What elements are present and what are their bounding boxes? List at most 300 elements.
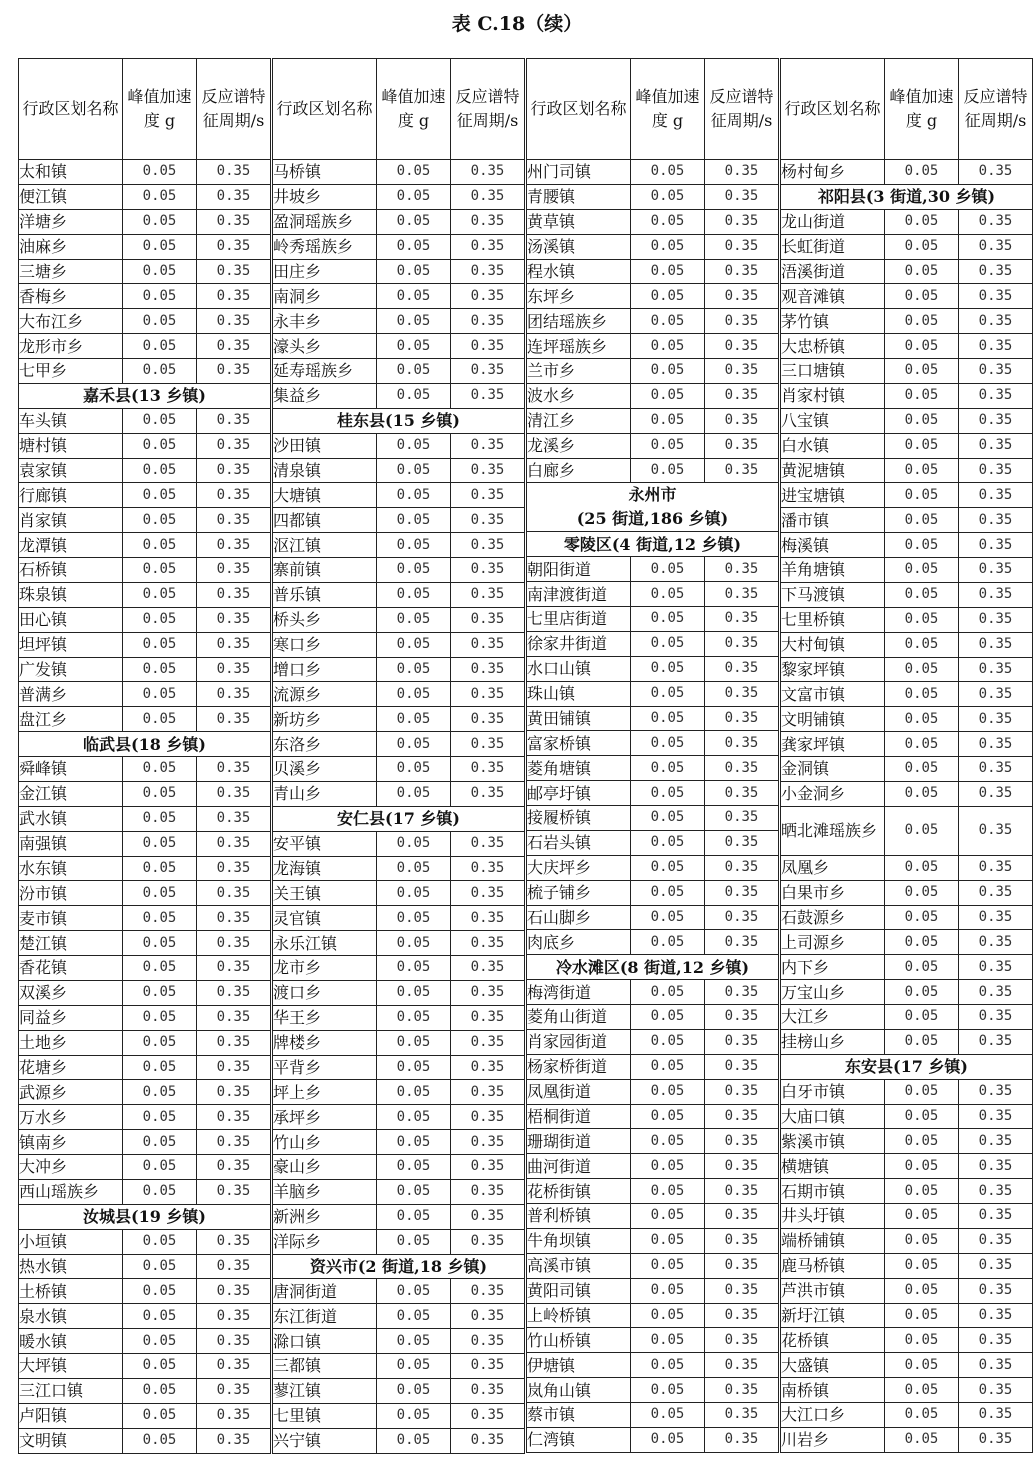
peak-acceleration-value: 0.05 <box>631 1129 705 1154</box>
peak-acceleration-value: 0.05 <box>631 1104 705 1129</box>
table-body <box>273 160 525 1454</box>
response-period-value: 0.35 <box>705 383 779 408</box>
table-row <box>19 1055 271 1080</box>
peak-acceleration-value: 0.05 <box>377 1204 451 1229</box>
header-name: 行政区划名称 <box>527 59 631 160</box>
table-row <box>273 1005 525 1030</box>
region-name: 菱角山街道 <box>527 1005 631 1030</box>
table-row <box>781 955 1033 980</box>
peak-acceleration-value: 0.05 <box>123 682 197 707</box>
response-period-value: 0.35 <box>959 234 1033 259</box>
group-row <box>273 408 525 433</box>
table-row <box>781 1005 1033 1030</box>
header-response-period: 反应谱特征周期/s <box>705 59 779 160</box>
response-period-value: 0.35 <box>959 408 1033 433</box>
region-name: 仁湾镇 <box>527 1427 631 1452</box>
table-row <box>781 458 1033 483</box>
group-heading: 汝城县(19 乡镇) <box>19 1204 271 1229</box>
region-name: 石期市镇 <box>781 1179 885 1204</box>
table-row <box>781 508 1033 533</box>
peak-acceleration-value: 0.05 <box>631 905 705 930</box>
response-period-value: 0.35 <box>451 433 525 458</box>
peak-acceleration-value: 0.05 <box>377 707 451 732</box>
response-period-value: 0.35 <box>451 906 525 931</box>
table-row <box>781 1228 1033 1253</box>
response-period-value: 0.35 <box>705 309 779 334</box>
peak-acceleration-value: 0.05 <box>631 1278 705 1303</box>
peak-acceleration-value: 0.05 <box>631 1005 705 1030</box>
table-row <box>781 930 1033 955</box>
region-name: 肉底乡 <box>527 930 631 955</box>
peak-acceleration-value: 0.05 <box>885 1104 959 1129</box>
region-name: 羊脑乡 <box>273 1179 377 1204</box>
table-row <box>19 632 271 657</box>
response-period-value: 0.35 <box>451 1005 525 1030</box>
response-period-value: 0.35 <box>451 980 525 1005</box>
peak-acceleration-value: 0.05 <box>885 855 959 880</box>
table-row <box>781 533 1033 558</box>
peak-acceleration-value: 0.05 <box>123 334 197 359</box>
response-period-value: 0.35 <box>705 1328 779 1353</box>
peak-acceleration-value: 0.05 <box>885 309 959 334</box>
region-name: 行廊镇 <box>19 483 123 508</box>
table-row <box>527 781 779 806</box>
table-row <box>527 681 779 706</box>
response-period-value: 0.35 <box>705 855 779 880</box>
table-row <box>273 1080 525 1105</box>
peak-acceleration-value: 0.05 <box>885 980 959 1005</box>
response-period-value: 0.35 <box>705 1228 779 1253</box>
region-name: 塘村镇 <box>19 433 123 458</box>
region-name: 同益乡 <box>19 1005 123 1030</box>
peak-acceleration-value: 0.05 <box>885 1278 959 1303</box>
peak-acceleration-value: 0.05 <box>885 682 959 707</box>
response-period-value: 0.35 <box>705 1104 779 1129</box>
region-name: 珠山镇 <box>527 681 631 706</box>
region-name: 新圩江镇 <box>781 1303 885 1328</box>
table-row <box>19 956 271 981</box>
table-row <box>781 1204 1033 1229</box>
peak-acceleration-value: 0.05 <box>377 1030 451 1055</box>
peak-acceleration-value: 0.05 <box>377 1080 451 1105</box>
peak-acceleration-value: 0.05 <box>123 1279 197 1304</box>
peak-acceleration-value: 0.05 <box>631 631 705 656</box>
peak-acceleration-value: 0.05 <box>123 831 197 856</box>
region-name: 花塘乡 <box>19 1055 123 1080</box>
table-row <box>527 656 779 681</box>
peak-acceleration-value: 0.05 <box>123 906 197 931</box>
response-period-value: 0.35 <box>705 582 779 607</box>
region-name: 豪山乡 <box>273 1155 377 1180</box>
response-period-value: 0.35 <box>959 806 1033 855</box>
table-row <box>781 1079 1033 1104</box>
region-name: 珊瑚街道 <box>527 1129 631 1154</box>
response-period-value: 0.35 <box>197 1105 271 1130</box>
table-row <box>19 209 271 234</box>
response-period-value: 0.35 <box>451 160 525 185</box>
response-period-value: 0.35 <box>959 508 1033 533</box>
table-row <box>19 1229 271 1254</box>
region-name: 金江镇 <box>19 781 123 806</box>
response-period-value: 0.35 <box>959 533 1033 558</box>
peak-acceleration-value: 0.05 <box>123 980 197 1005</box>
table-row <box>19 1179 271 1204</box>
region-name: 卢阳镇 <box>19 1403 123 1428</box>
peak-acceleration-value: 0.05 <box>377 184 451 209</box>
table-row <box>781 1129 1033 1154</box>
response-period-value: 0.35 <box>197 359 271 384</box>
peak-acceleration-value: 0.05 <box>885 1005 959 1030</box>
region-name: 田庄乡 <box>273 259 377 284</box>
table-row <box>273 309 525 334</box>
peak-acceleration-value: 0.05 <box>377 906 451 931</box>
table-row <box>527 1154 779 1179</box>
peak-acceleration-value: 0.05 <box>885 1403 959 1428</box>
peak-acceleration-value: 0.05 <box>885 707 959 732</box>
response-period-value: 0.35 <box>959 855 1033 880</box>
region-name: 太和镇 <box>19 160 123 185</box>
peak-acceleration-value: 0.05 <box>885 359 959 384</box>
table-row <box>527 184 779 209</box>
table-row <box>19 707 271 732</box>
response-period-value: 0.35 <box>451 309 525 334</box>
region-name: 西山瑶族乡 <box>19 1179 123 1204</box>
peak-acceleration-value: 0.05 <box>377 334 451 359</box>
region-name: 井头圩镇 <box>781 1204 885 1229</box>
table-row <box>781 160 1033 185</box>
table-row <box>527 855 779 880</box>
peak-acceleration-value: 0.05 <box>377 732 451 757</box>
response-period-value: 0.35 <box>451 533 525 558</box>
peak-acceleration-value: 0.05 <box>885 930 959 955</box>
table-row <box>273 184 525 209</box>
response-period-value: 0.35 <box>451 1204 525 1229</box>
peak-acceleration-value: 0.05 <box>123 408 197 433</box>
response-period-value: 0.35 <box>959 781 1033 806</box>
region-name: 牛角坝镇 <box>527 1228 631 1253</box>
peak-acceleration-value: 0.05 <box>377 582 451 607</box>
peak-acceleration-value: 0.05 <box>885 284 959 309</box>
peak-acceleration-value: 0.05 <box>631 234 705 259</box>
table-row <box>527 334 779 359</box>
region-name: 暖水镇 <box>19 1329 123 1354</box>
table-column-4 <box>780 58 1033 1456</box>
peak-acceleration-value: 0.05 <box>631 880 705 905</box>
table-row <box>273 757 525 782</box>
peak-acceleration-value: 0.05 <box>631 582 705 607</box>
peak-acceleration-value: 0.05 <box>631 458 705 483</box>
table-row <box>781 1179 1033 1204</box>
peak-acceleration-value: 0.05 <box>377 234 451 259</box>
table-row <box>781 806 1033 855</box>
table-row <box>527 433 779 458</box>
response-period-value: 0.35 <box>959 707 1033 732</box>
header-peak-acceleration: 峰值加速度 g <box>885 59 959 160</box>
peak-acceleration-value: 0.05 <box>123 483 197 508</box>
region-name: 牌楼乡 <box>273 1030 377 1055</box>
table-row <box>19 757 271 782</box>
peak-acceleration-value: 0.05 <box>885 905 959 930</box>
response-period-value: 0.35 <box>705 930 779 955</box>
peak-acceleration-value: 0.05 <box>123 931 197 956</box>
table-row <box>273 1130 525 1155</box>
table-row <box>781 1253 1033 1278</box>
peak-acceleration-value: 0.05 <box>377 259 451 284</box>
peak-acceleration-value: 0.05 <box>885 1154 959 1179</box>
peak-acceleration-value: 0.05 <box>377 781 451 806</box>
table-row <box>781 682 1033 707</box>
table-row <box>273 1204 525 1229</box>
region-name: 珠泉镇 <box>19 582 123 607</box>
peak-acceleration-value: 0.05 <box>885 1029 959 1054</box>
region-name: 肖家镇 <box>19 508 123 533</box>
peak-acceleration-value: 0.05 <box>123 956 197 981</box>
response-period-value: 0.35 <box>959 1378 1033 1403</box>
group-heading: 桂东县(15 乡镇) <box>273 408 525 433</box>
region-name: 小垣镇 <box>19 1229 123 1254</box>
region-name: 华王乡 <box>273 1005 377 1030</box>
region-name: 马桥镇 <box>273 160 377 185</box>
region-name: 高溪市镇 <box>527 1253 631 1278</box>
region-name: 汤溪镇 <box>527 234 631 259</box>
region-name: 杨村甸乡 <box>781 160 885 185</box>
peak-acceleration-value: 0.05 <box>123 1080 197 1105</box>
response-period-value: 0.35 <box>705 284 779 309</box>
table-row <box>19 334 271 359</box>
table-row <box>19 806 271 831</box>
table-row <box>781 905 1033 930</box>
region-name: 波水乡 <box>527 383 631 408</box>
peak-acceleration-value: 0.05 <box>631 806 705 831</box>
response-period-value: 0.35 <box>197 1403 271 1428</box>
region-name: 香花镇 <box>19 956 123 981</box>
response-period-value: 0.35 <box>197 508 271 533</box>
response-period-value: 0.35 <box>197 906 271 931</box>
response-period-value: 0.35 <box>705 1129 779 1154</box>
response-period-value: 0.35 <box>451 284 525 309</box>
table-row <box>781 1104 1033 1129</box>
header-row <box>781 59 1033 160</box>
response-period-value: 0.35 <box>451 1304 525 1329</box>
table-row <box>273 458 525 483</box>
peak-acceleration-value: 0.05 <box>377 682 451 707</box>
group-row <box>781 184 1033 209</box>
peak-acceleration-value: 0.05 <box>631 1353 705 1378</box>
region-name: 伊塘镇 <box>527 1353 631 1378</box>
table-row <box>527 980 779 1005</box>
response-period-value: 0.35 <box>959 607 1033 632</box>
region-name: 寨前镇 <box>273 558 377 583</box>
response-period-value: 0.35 <box>959 732 1033 757</box>
peak-acceleration-value: 0.05 <box>123 1179 197 1204</box>
response-period-value: 0.35 <box>959 880 1033 905</box>
peak-acceleration-value: 0.05 <box>123 558 197 583</box>
region-name: 南强镇 <box>19 831 123 856</box>
response-period-value: 0.35 <box>451 632 525 657</box>
table-row <box>781 359 1033 384</box>
table-row <box>527 806 779 831</box>
region-name: 七里桥镇 <box>781 607 885 632</box>
peak-acceleration-value: 0.05 <box>377 1130 451 1155</box>
table-row <box>273 284 525 309</box>
region-name: 大忠桥镇 <box>781 334 885 359</box>
response-period-value: 0.35 <box>705 905 779 930</box>
response-period-value: 0.35 <box>197 309 271 334</box>
region-name: 上岭桥镇 <box>527 1303 631 1328</box>
response-period-value: 0.35 <box>451 1329 525 1354</box>
response-period-value: 0.35 <box>451 383 525 408</box>
response-period-value: 0.35 <box>197 682 271 707</box>
response-period-value: 0.35 <box>451 1403 525 1428</box>
table-row <box>781 1427 1033 1452</box>
table-row <box>527 234 779 259</box>
peak-acceleration-value: 0.05 <box>885 234 959 259</box>
region-name: 兴宁镇 <box>273 1428 377 1453</box>
peak-acceleration-value: 0.05 <box>123 1030 197 1055</box>
table-row <box>781 1353 1033 1378</box>
peak-acceleration-value: 0.05 <box>377 1055 451 1080</box>
response-period-value: 0.35 <box>959 209 1033 234</box>
response-period-value: 0.35 <box>197 1055 271 1080</box>
region-name: 田心镇 <box>19 607 123 632</box>
region-name: 楚江镇 <box>19 931 123 956</box>
region-name: 朝阳街道 <box>527 557 631 582</box>
response-period-value: 0.35 <box>197 1130 271 1155</box>
region-name: 肖家园街道 <box>527 1029 631 1054</box>
table-row <box>527 1303 779 1328</box>
peak-acceleration-value: 0.05 <box>123 234 197 259</box>
peak-acceleration-value: 0.05 <box>123 508 197 533</box>
region-name: 平背乡 <box>273 1055 377 1080</box>
table-row <box>273 383 525 408</box>
response-period-value: 0.35 <box>451 1354 525 1379</box>
table-row <box>19 234 271 259</box>
response-period-value: 0.35 <box>197 458 271 483</box>
table-row <box>19 831 271 856</box>
table-row <box>273 508 525 533</box>
peak-acceleration-value: 0.05 <box>123 1329 197 1354</box>
peak-acceleration-value: 0.05 <box>123 284 197 309</box>
table-row <box>781 309 1033 334</box>
group-row <box>19 383 271 408</box>
peak-acceleration-value: 0.05 <box>631 855 705 880</box>
peak-acceleration-value: 0.05 <box>631 309 705 334</box>
peak-acceleration-value: 0.05 <box>885 508 959 533</box>
table-row <box>19 1005 271 1030</box>
region-name: 渡口乡 <box>273 980 377 1005</box>
response-period-value: 0.35 <box>197 607 271 632</box>
table-row <box>781 707 1033 732</box>
peak-acceleration-value: 0.05 <box>377 309 451 334</box>
response-period-value: 0.35 <box>451 732 525 757</box>
table-row <box>19 284 271 309</box>
peak-acceleration-value: 0.05 <box>631 1403 705 1428</box>
table-row <box>19 1403 271 1428</box>
table-row <box>781 259 1033 284</box>
table-row <box>527 160 779 185</box>
table-row <box>19 1030 271 1055</box>
region-name: 石山脚乡 <box>527 905 631 930</box>
region-name: 花桥街镇 <box>527 1179 631 1204</box>
peak-acceleration-value: 0.05 <box>631 1179 705 1204</box>
peak-acceleration-value: 0.05 <box>377 1105 451 1130</box>
response-period-value: 0.35 <box>451 607 525 632</box>
region-name: 龙形市乡 <box>19 334 123 359</box>
peak-acceleration-value: 0.05 <box>885 1079 959 1104</box>
region-name: 南津渡街道 <box>527 582 631 607</box>
region-name: 鹿马桥镇 <box>781 1253 885 1278</box>
region-name: 土桥镇 <box>19 1279 123 1304</box>
region-name: 袁家镇 <box>19 458 123 483</box>
table-row <box>273 1428 525 1453</box>
table-row <box>19 1130 271 1155</box>
table-row <box>781 1303 1033 1328</box>
peak-acceleration-value: 0.05 <box>885 582 959 607</box>
region-name: 双溪乡 <box>19 980 123 1005</box>
response-period-value: 0.35 <box>451 682 525 707</box>
response-period-value: 0.35 <box>451 483 525 508</box>
region-name: 镇南乡 <box>19 1130 123 1155</box>
table-row <box>19 657 271 682</box>
table-row <box>527 1228 779 1253</box>
region-name: 青山乡 <box>273 781 377 806</box>
group-heading-line: (25 街道,186 乡镇) <box>576 509 729 529</box>
table-row <box>273 856 525 881</box>
peak-acceleration-value: 0.05 <box>377 1403 451 1428</box>
region-name: 东洛乡 <box>273 732 377 757</box>
table-row <box>781 334 1033 359</box>
group-row <box>273 1254 525 1279</box>
group-row <box>273 806 525 831</box>
region-name: 汾市镇 <box>19 881 123 906</box>
table-row <box>527 1079 779 1104</box>
table-header <box>781 59 1033 160</box>
table-row <box>527 880 779 905</box>
peak-acceleration-value: 0.05 <box>377 558 451 583</box>
group-heading: 零陵区(4 街道,12 乡镇) <box>527 532 779 557</box>
table-row <box>273 533 525 558</box>
table-row <box>19 582 271 607</box>
region-name: 普利桥镇 <box>527 1204 631 1229</box>
region-name: 大江口乡 <box>781 1403 885 1428</box>
region-name: 油麻乡 <box>19 234 123 259</box>
response-period-value: 0.35 <box>705 656 779 681</box>
region-name: 龙市乡 <box>273 956 377 981</box>
peak-acceleration-value: 0.05 <box>885 383 959 408</box>
peak-acceleration-value: 0.05 <box>123 259 197 284</box>
peak-acceleration-value: 0.05 <box>377 508 451 533</box>
response-period-value: 0.35 <box>959 1029 1033 1054</box>
response-period-value: 0.35 <box>197 632 271 657</box>
table-row <box>273 209 525 234</box>
table-row <box>781 234 1033 259</box>
region-name: 万水乡 <box>19 1105 123 1130</box>
table-row <box>781 855 1033 880</box>
region-name: 清泉镇 <box>273 458 377 483</box>
table-row <box>273 1105 525 1130</box>
region-name: 蓼江镇 <box>273 1378 377 1403</box>
response-period-value: 0.35 <box>705 334 779 359</box>
peak-acceleration-value: 0.05 <box>631 731 705 756</box>
response-period-value: 0.35 <box>959 930 1033 955</box>
response-period-value: 0.35 <box>959 1204 1033 1229</box>
table-row <box>527 359 779 384</box>
region-name: 凤凰街道 <box>527 1079 631 1104</box>
region-name: 黄泥塘镇 <box>781 458 885 483</box>
table-columns <box>18 58 1028 1456</box>
region-name: 便江镇 <box>19 184 123 209</box>
region-name: 青腰镇 <box>527 184 631 209</box>
